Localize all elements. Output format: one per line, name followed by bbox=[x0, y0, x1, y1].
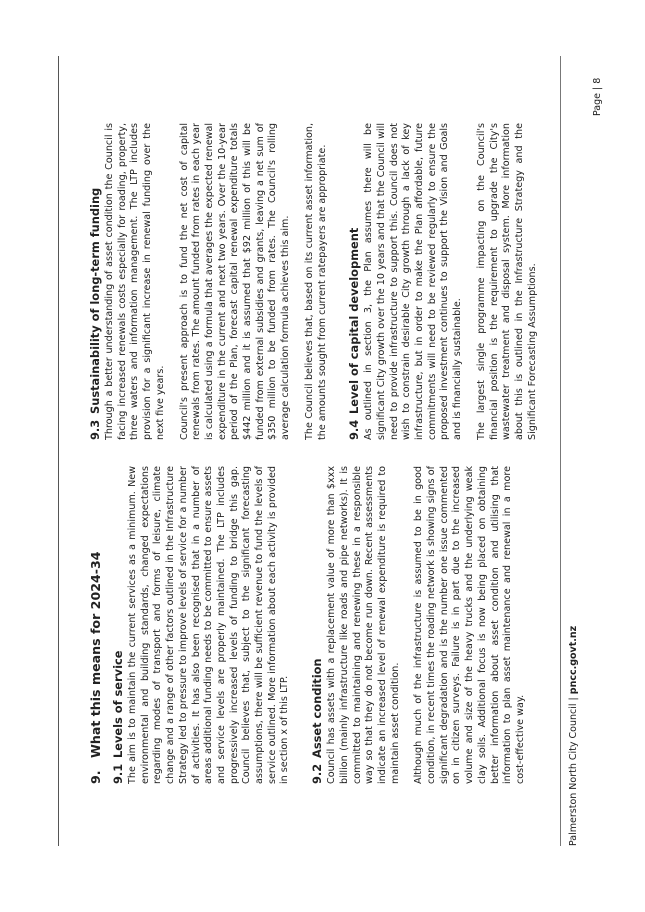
section-heading bbox=[88, 123, 102, 440]
column-left bbox=[88, 466, 546, 784]
section-asset-condition bbox=[310, 466, 528, 784]
section-heading bbox=[347, 123, 361, 440]
section-heading bbox=[111, 466, 125, 784]
paragraph: The aim is to maintain the current services as a minimum. New environmental and building standards, changed expectations regarding modes of transport and forms of leisure, climate change and a range of other factors outlined in the Infrastructure Strategy led to pressure to improve levels of service for a number of activities. It has also been recognised that in a number of areas additional funding needs to be committed to ensure assets and service levels are properly maintained. The LTP includes progressively increased levels of funding to bridge this gap. Council believes that, subject to the significant forecasting assumptions, there will be sufficient revenue to fund the levels of service outlined. More information about each activity is provided in section x of this LTP. bbox=[127, 466, 291, 784]
section-capital-development bbox=[347, 123, 539, 440]
footer-org-name: Palmerston North City Council bbox=[568, 703, 579, 846]
main-heading-title: What this means for 2024-34 bbox=[88, 551, 103, 758]
paragraph: As outlined in section 3, the Plan assumes there will be significant City growth over the 10 years and that the Council will need to provide infrastructure to support this. Council does not wish to constrain desirable City growth through a lack of key infrastructure, but in order to make the Plan affordable, future commitments will need to be reviewed regularly to ensure the proposed investment continues to support the Vision and Goals and is financially sustainable. bbox=[363, 123, 464, 440]
footer-separator: | bbox=[568, 694, 579, 704]
section-number: 9.2 bbox=[310, 763, 325, 784]
section-title: Levels of service bbox=[111, 650, 125, 758]
footer-site-link[interactable]: pncc.govt.nz bbox=[568, 625, 579, 695]
section-number: 9.3 bbox=[88, 419, 102, 440]
paragraph: The largest single programme impacting on the Council's financial position is the requirement to upgrade the City's wastewater treatment and disposal system. More information about this is outlined in the Infrastructure Strategy and the Significant Forecasting Assumptions. bbox=[475, 123, 538, 440]
section-number: 9.1 bbox=[111, 763, 125, 784]
main-heading-number: 9. bbox=[88, 770, 103, 784]
footer-org bbox=[568, 626, 579, 846]
paragraph: Through a better understanding of asset condition the Council is facing increased renewals costs especially for roading, property, three waters and information management. The LTP includes provision for a significant increase in renewal funding over the next five years. bbox=[104, 123, 166, 440]
section-sustainability-funding bbox=[88, 123, 329, 440]
paragraph: Although much of the infrastructure is assumed to be in good condition, in recent times the roading network is showing signs of significant degradation and is the number one issue commented on in citizen surveys. Failure is in part due to the increased volume and size of the heavy trucks and the underlying weak clay soils. Additional focus is now being placed on obtaining better information about asset condition and utilising that information to plan asset maintenance and renewal in a more cost-effective way. bbox=[413, 466, 526, 784]
main-heading bbox=[88, 466, 103, 784]
section-title: Asset condition bbox=[310, 658, 325, 758]
top-rule bbox=[58, 56, 59, 846]
paragraph: Council has assets with a replacement value of more than $xxx billion (mainly infrastructure like roads and pipe networks). It is committed to maintaining and renewing these in a responsible way so that they do not become run down. Recent assessments indicate an increased level of renewal expenditure is required to maintain asset condition. bbox=[326, 466, 401, 784]
section-number: 9.4 bbox=[347, 419, 362, 440]
page-number: Page | 8 bbox=[592, 77, 603, 116]
section-title: Sustainability of long-term funding bbox=[88, 187, 102, 414]
section-title: Level of capital development bbox=[347, 227, 362, 414]
footer-rule bbox=[560, 56, 561, 846]
section-heading bbox=[310, 466, 324, 784]
paragraph: Council's present approach is to fund the net cost of capital renewals from rates. The amount funded from rates in each year is calculated using a formula that averages the expected renewal expenditure in the current and next two years. Over the 10-year period of the Plan, forecast capital renewal expenditure totals $442 million and it is assumed that $92 million of this will be funded from external subsidies and grants, leaving a net sum of $350 million to be funded from rates. The Council's rolling average calculation formula achieves this aim. bbox=[178, 123, 292, 440]
paragraph: The Council believes that, based on its current asset information, the amounts sought from current ratepayers are appropriate. bbox=[303, 123, 328, 440]
section-levels-of-service bbox=[111, 466, 292, 784]
column-right bbox=[88, 123, 557, 440]
